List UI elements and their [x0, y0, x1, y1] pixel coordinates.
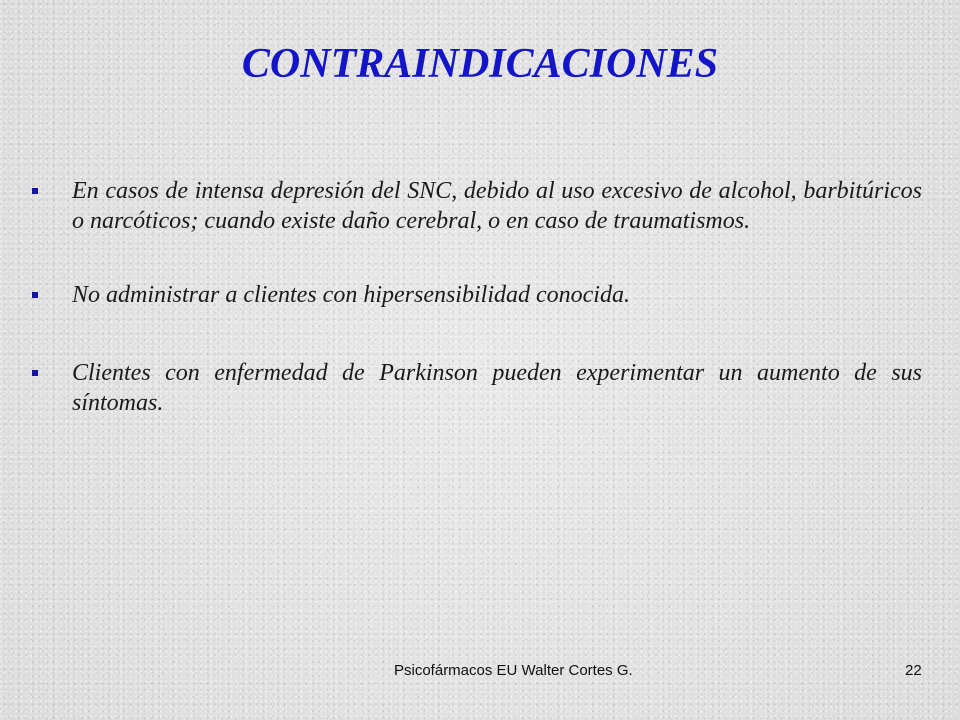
square-bullet-icon — [32, 292, 38, 298]
bullet-list — [32, 176, 922, 462]
list-item — [32, 176, 922, 236]
slide-footer — [0, 662, 960, 686]
square-bullet-icon — [32, 188, 38, 194]
bullet-text: No administrar a clientes con hipersensibilidad conocida. — [72, 282, 630, 308]
footer-text: Psicofármacos EU Walter Cortes G. — [394, 662, 633, 679]
bullet-text: Clientes con enfermedad de Parkinson pueden experimentar un aumento de sus síntomas. — [72, 360, 922, 416]
square-bullet-icon — [32, 370, 38, 376]
slide-title: CONTRAINDICACIONES — [241, 41, 719, 87]
list-item — [32, 280, 922, 310]
bullet-text: En casos de intensa depresión del SNC, debido al uso excesivo de alcohol, barbitúricos o narcóticos; cuando existe daño cerebral, o en caso de traumatismos. — [72, 178, 922, 234]
list-item — [32, 358, 922, 418]
page-number: 22 — [905, 662, 922, 679]
